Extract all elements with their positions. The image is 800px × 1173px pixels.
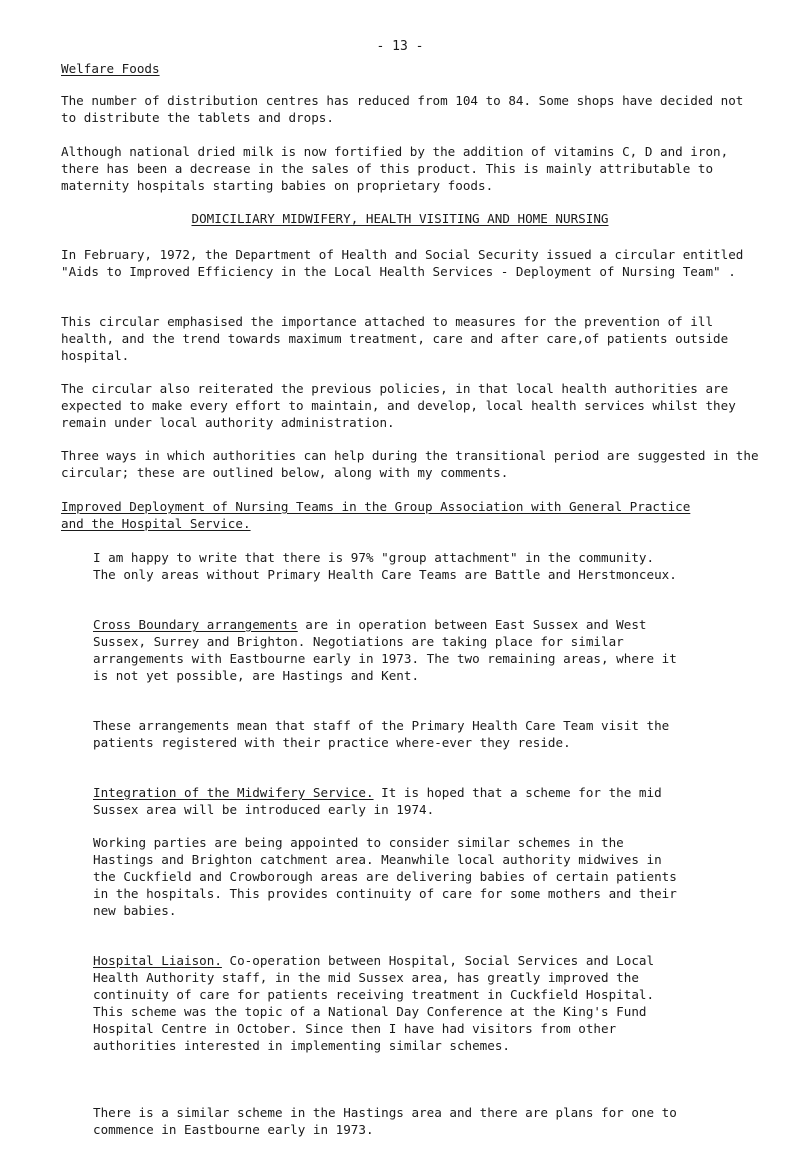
page-number: - 13 - — [376, 39, 424, 54]
midwifery-paragraph-1 — [93, 784, 678, 818]
liaison-paragraph-2: There is a similar scheme in the Hastings area and there are plans for one to commence in Eastbourne early in 1973. — [93, 1105, 677, 1137]
cross-boundary-paragraph — [93, 616, 678, 684]
cross-boundary-label: Cross Boundary arrangements — [93, 617, 298, 632]
welfare-paragraph-2: Although national dried milk is now fortified by the addition of vitamins C, D and iron, there has been a decrease in the sales of this product. This is mainly attributable to maternity hospitals starting babies on proprietary foods. — [61, 144, 729, 193]
circular-paragraph-1: In February, 1972, the Department of Health and Social Security issued a circular entitled "Aids to Improved Efficiency in the Local Health Services - Deployment of Nursing Team" . — [61, 247, 744, 279]
liaison-label: Hospital Liaison. — [93, 953, 222, 968]
circular-paragraph-2: This circular emphasised the importance attached to measures for the prevention of ill health, and the trend towards maximum treatment, care and after care,of patients outside hospital. — [61, 314, 729, 363]
midwifery-label: Integration of the Midwifery Service. — [93, 785, 374, 800]
section-heading — [0, 210, 800, 227]
cross-boundary-text: are in operation between East Sussex and West Sussex, Surrey and Brighton. Negotiations are taking place for similar arrangements with Eastbourne early in 1973. The two remaining areas, where it is not yet possible, are Hastings and Kent. — [93, 617, 677, 683]
deployment-paragraph-3: These arrangements mean that staff of the Primary Health Care Team visit the patients registered with their practice where-ever they reside. — [93, 718, 670, 750]
midwifery-paragraph-2: Working parties are being appointed to consider similar schemes in the Hastings and Brighton catchment area. Meanwhile local authority midwives in the Cuckfield and Crowborough areas are delivering babies of certain patients in the hospitals. This provides continuity of care for some mothers and their new babies. — [93, 835, 677, 918]
liaison-paragraph-1 — [93, 952, 678, 1054]
midwifery-text: It is hoped that a scheme for the mid Sussex area will be introduced early in 1974. — [93, 785, 662, 817]
welfare-paragraph-1: The number of distribution centres has reduced from 104 to 84. Some shops have decided not to distribute the tablets and drops. — [61, 93, 744, 125]
section-heading-text: DOMICILIARY MIDWIFERY, HEALTH VISITING AND HOME NURSING — [191, 211, 609, 226]
deployment-paragraph-1: I am happy to write that there is 97% "group attachment" in the community. The only areas without Primary Health Care Teams are Battle and Herstmonceux. — [93, 550, 677, 582]
circular-paragraph-3: The circular also reiterated the previous policies, in that local health authorities are expected to make every effort to maintain, and develop, local health services whilst they remain under local authority administration. — [61, 381, 736, 430]
improved-deployment-heading: Improved Deployment of Nursing Teams in the Group Association with General Practice and the Hospital Service. — [61, 499, 691, 531]
section-title-welfare-foods: Welfare Foods — [61, 61, 160, 76]
liaison-text: Co-operation between Hospital, Social Services and Local Health Authority staff, in the mid Sussex area, has greatly improved the continuity of care for patients receiving treatment in Cuckfield Hospital. This scheme was the topic of a National Day Conference at the King's Fund Hospital Centre in October. Since then I have had visitors from other authorities interested in implementing similar schemes. — [93, 953, 655, 1053]
circular-paragraph-4: Three ways in which authorities can help during the transitional period are suggested in the circular; these are outlined below, along with my comments. — [61, 448, 759, 480]
